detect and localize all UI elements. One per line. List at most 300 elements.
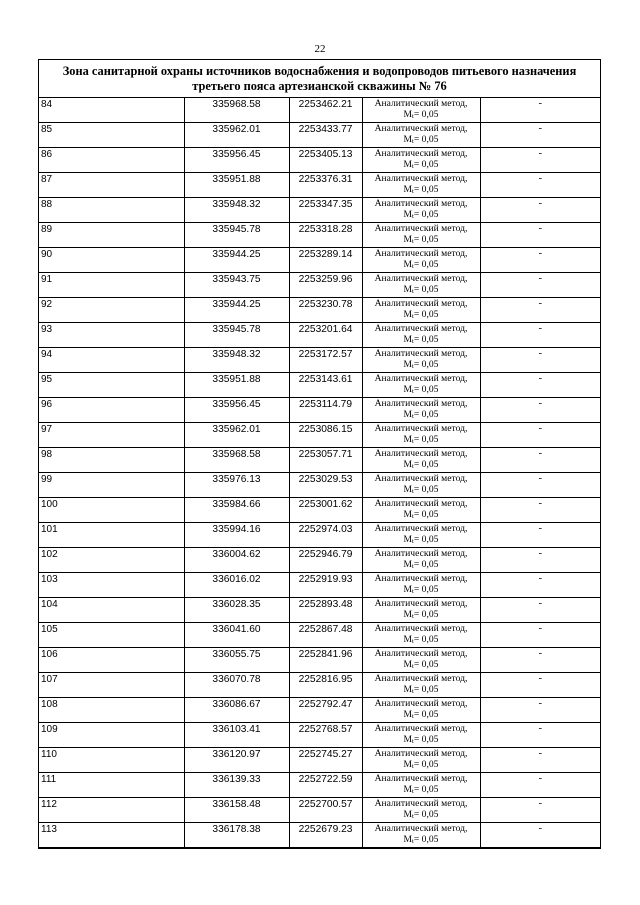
table-row	[39, 98, 600, 123]
x-coordinate-cell: 335976.13	[184, 473, 289, 498]
accuracy-value: = 0,05	[413, 534, 439, 545]
accuracy-symbol: M	[403, 609, 413, 620]
y-coordinate-cell: 2253405.13	[289, 148, 362, 173]
x-coordinate-cell: 335968.58	[184, 448, 289, 473]
x-coordinate-cell: 335984.66	[184, 498, 289, 523]
accuracy-subscript: t	[412, 713, 414, 720]
extra-cell: -	[480, 573, 600, 598]
point-number-cell: 107	[39, 673, 184, 698]
accuracy-symbol: M	[403, 284, 413, 295]
accuracy-subscript: t	[412, 488, 414, 495]
method-label: Аналитический метод,	[374, 798, 468, 809]
x-coordinate-cell: 336028.35	[184, 598, 289, 623]
accuracy-symbol: M	[403, 109, 413, 120]
accuracy-symbol: M	[403, 459, 413, 470]
accuracy-subscript: t	[412, 613, 414, 620]
point-number-cell: 105	[39, 623, 184, 648]
accuracy-symbol: M	[403, 759, 413, 770]
extra-cell: -	[480, 298, 600, 323]
y-coordinate-cell: 2252745.27	[289, 748, 362, 773]
method-label: Аналитический метод,	[374, 173, 468, 184]
point-number-cell: 86	[39, 148, 184, 173]
table-row	[39, 723, 600, 748]
y-coordinate-cell: 2253172.57	[289, 348, 362, 373]
point-number-cell: 106	[39, 648, 184, 673]
point-number-cell: 90	[39, 248, 184, 273]
accuracy-subscript: t	[412, 513, 414, 520]
y-coordinate-cell: 2252700.57	[289, 798, 362, 823]
extra-cell: -	[480, 248, 600, 273]
accuracy-value: = 0,05	[413, 759, 439, 770]
accuracy-subscript: t	[412, 463, 414, 470]
x-coordinate-cell: 336070.78	[184, 673, 289, 698]
extra-cell: -	[480, 448, 600, 473]
accuracy-symbol: M	[403, 209, 413, 220]
method-cell	[362, 748, 480, 773]
x-coordinate-cell: 335948.32	[184, 348, 289, 373]
extra-cell: -	[480, 198, 600, 223]
table-row	[39, 498, 600, 523]
extra-cell: -	[480, 323, 600, 348]
accuracy-symbol: M	[403, 384, 413, 395]
y-coordinate-cell: 2252792.47	[289, 698, 362, 723]
accuracy-symbol: M	[403, 409, 413, 420]
method-label: Аналитический метод,	[374, 398, 468, 409]
method-label: Аналитический метод,	[374, 298, 468, 309]
method-cell	[362, 298, 480, 323]
table-row	[39, 798, 600, 823]
extra-cell: -	[480, 423, 600, 448]
accuracy-value: = 0,05	[413, 234, 439, 245]
y-coordinate-cell: 2252768.57	[289, 723, 362, 748]
method-cell	[362, 498, 480, 523]
table-row	[39, 823, 600, 848]
accuracy-symbol: M	[403, 684, 413, 695]
y-coordinate-cell: 2252841.96	[289, 648, 362, 673]
method-label: Аналитический метод,	[374, 148, 468, 159]
method-cell	[362, 373, 480, 398]
extra-cell: -	[480, 123, 600, 148]
accuracy-symbol: M	[403, 359, 413, 370]
method-label: Аналитический метод,	[374, 548, 468, 559]
extra-cell: -	[480, 498, 600, 523]
accuracy-symbol: M	[403, 134, 413, 145]
method-label: Аналитический метод,	[374, 373, 468, 384]
method-cell	[362, 723, 480, 748]
y-coordinate-cell: 2252919.93	[289, 573, 362, 598]
table-row	[39, 373, 600, 398]
method-cell	[362, 148, 480, 173]
accuracy-subscript: t	[412, 238, 414, 245]
accuracy-value: = 0,05	[413, 334, 439, 345]
method-cell	[362, 673, 480, 698]
point-number-cell: 109	[39, 723, 184, 748]
point-number-cell: 113	[39, 823, 184, 848]
point-number-cell: 111	[39, 773, 184, 798]
x-coordinate-cell: 335962.01	[184, 123, 289, 148]
accuracy-symbol: M	[403, 259, 413, 270]
accuracy-value: = 0,05	[413, 734, 439, 745]
table-row	[39, 573, 600, 598]
accuracy-subscript: t	[412, 638, 414, 645]
table-row	[39, 173, 600, 198]
accuracy-value: = 0,05	[413, 609, 439, 620]
extra-cell: -	[480, 223, 600, 248]
table-row	[39, 198, 600, 223]
method-label: Аналитический метод,	[374, 123, 468, 134]
accuracy-subscript: t	[412, 213, 414, 220]
accuracy-value: = 0,05	[413, 809, 439, 820]
accuracy-subscript: t	[412, 788, 414, 795]
y-coordinate-cell: 2253347.35	[289, 198, 362, 223]
page-number: 22	[314, 43, 326, 55]
method-cell	[362, 473, 480, 498]
method-label: Аналитический метод,	[374, 473, 468, 484]
method-label: Аналитический метод,	[374, 648, 468, 659]
y-coordinate-cell: 2253086.15	[289, 423, 362, 448]
extra-cell: -	[480, 798, 600, 823]
table-row	[39, 623, 600, 648]
method-label: Аналитический метод,	[374, 498, 468, 509]
method-label: Аналитический метод,	[374, 423, 468, 434]
point-number-cell: 96	[39, 398, 184, 423]
accuracy-symbol: M	[403, 709, 413, 720]
point-number-cell: 92	[39, 298, 184, 323]
point-number-cell: 102	[39, 548, 184, 573]
accuracy-symbol: M	[403, 309, 413, 320]
method-cell	[362, 198, 480, 223]
point-number-cell: 108	[39, 698, 184, 723]
method-label: Аналитический метод,	[374, 673, 468, 684]
extra-cell: -	[480, 373, 600, 398]
x-coordinate-cell: 336016.02	[184, 573, 289, 598]
accuracy-symbol: M	[403, 234, 413, 245]
extra-cell: -	[480, 173, 600, 198]
table-row	[39, 248, 600, 273]
accuracy-value: = 0,05	[413, 784, 439, 795]
method-cell	[362, 348, 480, 373]
x-coordinate-cell: 335962.01	[184, 423, 289, 448]
method-cell	[362, 98, 480, 123]
accuracy-subscript: t	[412, 363, 414, 370]
accuracy-subscript: t	[412, 263, 414, 270]
point-number-cell: 110	[39, 748, 184, 773]
x-coordinate-cell: 335951.88	[184, 373, 289, 398]
accuracy-subscript: t	[412, 138, 414, 145]
point-number-cell: 88	[39, 198, 184, 223]
accuracy-value: = 0,05	[413, 284, 439, 295]
x-coordinate-cell: 335944.25	[184, 298, 289, 323]
accuracy-value: = 0,05	[413, 134, 439, 145]
method-cell	[362, 323, 480, 348]
point-number-cell: 84	[39, 98, 184, 123]
y-coordinate-cell: 2252816.95	[289, 673, 362, 698]
accuracy-symbol: M	[403, 484, 413, 495]
accuracy-value: = 0,05	[413, 384, 439, 395]
accuracy-subscript: t	[412, 563, 414, 570]
method-label: Аналитический метод,	[374, 748, 468, 759]
method-cell	[362, 423, 480, 448]
table-row	[39, 548, 600, 573]
accuracy-value: = 0,05	[413, 259, 439, 270]
x-coordinate-cell: 336041.60	[184, 623, 289, 648]
table-row	[39, 348, 600, 373]
accuracy-value: = 0,05	[413, 709, 439, 720]
accuracy-subscript: t	[412, 338, 414, 345]
extra-cell: -	[480, 348, 600, 373]
accuracy-subscript: t	[412, 388, 414, 395]
table-row	[39, 148, 600, 173]
y-coordinate-cell: 2253001.62	[289, 498, 362, 523]
accuracy-value: = 0,05	[413, 484, 439, 495]
table-body	[39, 98, 600, 848]
method-label: Аналитический метод,	[374, 273, 468, 284]
accuracy-symbol: M	[403, 334, 413, 345]
accuracy-subscript: t	[412, 413, 414, 420]
point-number-cell: 85	[39, 123, 184, 148]
accuracy-symbol: M	[403, 184, 413, 195]
method-cell	[362, 773, 480, 798]
point-number-cell: 98	[39, 448, 184, 473]
accuracy-symbol: M	[403, 659, 413, 670]
table-row	[39, 523, 600, 548]
table-row	[39, 598, 600, 623]
coordinates-sheet	[38, 59, 601, 849]
accuracy-subscript: t	[412, 188, 414, 195]
point-number-cell: 99	[39, 473, 184, 498]
point-number-cell: 101	[39, 523, 184, 548]
accuracy-value: = 0,05	[413, 434, 439, 445]
method-label: Аналитический метод,	[374, 723, 468, 734]
table-row	[39, 698, 600, 723]
table-row	[39, 648, 600, 673]
method-label: Аналитический метод,	[374, 698, 468, 709]
extra-cell: -	[480, 148, 600, 173]
table-row	[39, 673, 600, 698]
accuracy-symbol: M	[403, 634, 413, 645]
method-cell	[362, 823, 480, 848]
extra-cell: -	[480, 523, 600, 548]
x-coordinate-cell: 335943.75	[184, 273, 289, 298]
table-row	[39, 123, 600, 148]
method-cell	[362, 573, 480, 598]
method-cell	[362, 548, 480, 573]
accuracy-value: = 0,05	[413, 184, 439, 195]
y-coordinate-cell: 2253057.71	[289, 448, 362, 473]
method-label: Аналитический метод,	[374, 823, 468, 834]
accuracy-subscript: t	[412, 838, 414, 845]
point-number-cell: 93	[39, 323, 184, 348]
table-row	[39, 223, 600, 248]
accuracy-symbol: M	[403, 559, 413, 570]
x-coordinate-cell: 335945.78	[184, 323, 289, 348]
table-row	[39, 398, 600, 423]
y-coordinate-cell: 2253376.31	[289, 173, 362, 198]
y-coordinate-cell: 2252867.48	[289, 623, 362, 648]
extra-cell: -	[480, 548, 600, 573]
y-coordinate-cell: 2253201.64	[289, 323, 362, 348]
method-cell	[362, 123, 480, 148]
accuracy-symbol: M	[403, 784, 413, 795]
accuracy-value: = 0,05	[413, 309, 439, 320]
method-cell	[362, 173, 480, 198]
x-coordinate-cell: 336055.75	[184, 648, 289, 673]
method-cell	[362, 273, 480, 298]
x-coordinate-cell: 336139.33	[184, 773, 289, 798]
method-cell	[362, 448, 480, 473]
accuracy-value: = 0,05	[413, 684, 439, 695]
method-cell	[362, 698, 480, 723]
accuracy-symbol: M	[403, 534, 413, 545]
method-label: Аналитический метод,	[374, 623, 468, 634]
method-label: Аналитический метод,	[374, 248, 468, 259]
accuracy-value: = 0,05	[413, 159, 439, 170]
point-number-cell: 94	[39, 348, 184, 373]
y-coordinate-cell: 2253029.53	[289, 473, 362, 498]
y-coordinate-cell: 2253114.79	[289, 398, 362, 423]
accuracy-value: = 0,05	[413, 209, 439, 220]
method-label: Аналитический метод,	[374, 523, 468, 534]
point-number-cell: 91	[39, 273, 184, 298]
x-coordinate-cell: 335945.78	[184, 223, 289, 248]
table-row	[39, 423, 600, 448]
point-number-cell: 89	[39, 223, 184, 248]
accuracy-value: = 0,05	[413, 509, 439, 520]
point-number-cell: 100	[39, 498, 184, 523]
y-coordinate-cell: 2252974.03	[289, 523, 362, 548]
method-label: Аналитический метод,	[374, 348, 468, 359]
y-coordinate-cell: 2252722.59	[289, 773, 362, 798]
x-coordinate-cell: 336158.48	[184, 798, 289, 823]
method-label: Аналитический метод,	[374, 223, 468, 234]
x-coordinate-cell: 336103.41	[184, 723, 289, 748]
accuracy-subscript: t	[412, 438, 414, 445]
extra-cell: -	[480, 623, 600, 648]
method-label: Аналитический метод,	[374, 448, 468, 459]
accuracy-value: = 0,05	[413, 109, 439, 120]
y-coordinate-cell: 2252946.79	[289, 548, 362, 573]
accuracy-subscript: t	[412, 813, 414, 820]
method-cell	[362, 223, 480, 248]
extra-cell: -	[480, 723, 600, 748]
y-coordinate-cell: 2253318.28	[289, 223, 362, 248]
point-number-cell: 87	[39, 173, 184, 198]
x-coordinate-cell: 335948.32	[184, 198, 289, 223]
extra-cell: -	[480, 823, 600, 848]
x-coordinate-cell: 336120.97	[184, 748, 289, 773]
x-coordinate-cell: 336004.62	[184, 548, 289, 573]
accuracy-subscript: t	[412, 763, 414, 770]
accuracy-value: = 0,05	[413, 559, 439, 570]
x-coordinate-cell: 335951.88	[184, 173, 289, 198]
extra-cell: -	[480, 273, 600, 298]
point-number-cell: 112	[39, 798, 184, 823]
method-cell	[362, 398, 480, 423]
accuracy-subscript: t	[412, 288, 414, 295]
accuracy-subscript: t	[412, 313, 414, 320]
method-cell	[362, 648, 480, 673]
accuracy-value: = 0,05	[413, 659, 439, 670]
y-coordinate-cell: 2252893.48	[289, 598, 362, 623]
method-label: Аналитический метод,	[374, 773, 468, 784]
accuracy-value: = 0,05	[413, 459, 439, 470]
accuracy-symbol: M	[403, 584, 413, 595]
extra-cell: -	[480, 773, 600, 798]
accuracy-symbol: M	[403, 509, 413, 520]
method-label: Аналитический метод,	[374, 323, 468, 334]
method-cell	[362, 523, 480, 548]
x-coordinate-cell: 336086.67	[184, 698, 289, 723]
extra-cell: -	[480, 698, 600, 723]
table-row	[39, 448, 600, 473]
point-number-cell: 95	[39, 373, 184, 398]
x-coordinate-cell: 335956.45	[184, 148, 289, 173]
table-row	[39, 473, 600, 498]
table-row	[39, 323, 600, 348]
extra-cell: -	[480, 598, 600, 623]
y-coordinate-cell: 2253259.96	[289, 273, 362, 298]
extra-cell: -	[480, 473, 600, 498]
x-coordinate-cell: 335956.45	[184, 398, 289, 423]
method-cell	[362, 798, 480, 823]
accuracy-value: = 0,05	[413, 409, 439, 420]
page-title: Зона санитарной охраны источников водоснабжения и водопроводов питьевого назначения третьего пояса артезианской скважины № 76	[39, 60, 600, 98]
method-label: Аналитический метод,	[374, 198, 468, 209]
accuracy-subscript: t	[412, 538, 414, 545]
accuracy-subscript: t	[412, 163, 414, 170]
accuracy-value: = 0,05	[413, 584, 439, 595]
y-coordinate-cell: 2253433.77	[289, 123, 362, 148]
accuracy-value: = 0,05	[413, 359, 439, 370]
accuracy-subscript: t	[412, 688, 414, 695]
point-number-cell: 104	[39, 598, 184, 623]
accuracy-symbol: M	[403, 809, 413, 820]
accuracy-subscript: t	[412, 588, 414, 595]
y-coordinate-cell: 2253143.61	[289, 373, 362, 398]
table-row	[39, 773, 600, 798]
accuracy-subscript: t	[412, 738, 414, 745]
method-label: Аналитический метод,	[374, 573, 468, 584]
method-cell	[362, 598, 480, 623]
y-coordinate-cell: 2252679.23	[289, 823, 362, 848]
accuracy-symbol: M	[403, 834, 413, 845]
table-row	[39, 298, 600, 323]
accuracy-symbol: M	[403, 434, 413, 445]
table-row	[39, 748, 600, 773]
point-number-cell: 97	[39, 423, 184, 448]
method-cell	[362, 248, 480, 273]
accuracy-value: = 0,05	[413, 634, 439, 645]
point-number-cell: 103	[39, 573, 184, 598]
method-label: Аналитический метод,	[374, 98, 468, 109]
extra-cell: -	[480, 748, 600, 773]
accuracy-value: = 0,05	[413, 834, 439, 845]
accuracy-symbol: M	[403, 159, 413, 170]
x-coordinate-cell: 335944.25	[184, 248, 289, 273]
extra-cell: -	[480, 673, 600, 698]
y-coordinate-cell: 2253230.78	[289, 298, 362, 323]
x-coordinate-cell: 336178.38	[184, 823, 289, 848]
x-coordinate-cell: 335994.16	[184, 523, 289, 548]
x-coordinate-cell: 335968.58	[184, 98, 289, 123]
y-coordinate-cell: 2253462.21	[289, 98, 362, 123]
method-label: Аналитический метод,	[374, 598, 468, 609]
extra-cell: -	[480, 98, 600, 123]
method-cell	[362, 623, 480, 648]
y-coordinate-cell: 2253289.14	[289, 248, 362, 273]
accuracy-subscript: t	[412, 113, 414, 120]
accuracy-subscript: t	[412, 663, 414, 670]
